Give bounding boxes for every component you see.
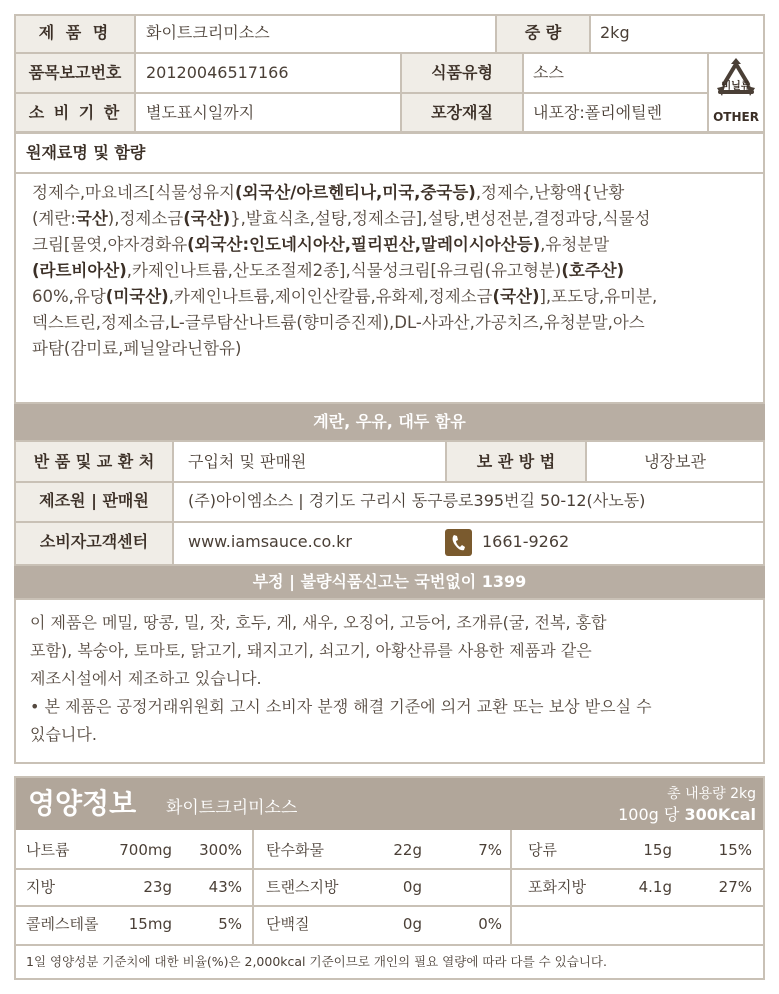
ingredient-line-7: 파탐(감미료,페닐알라닌함유) — [32, 339, 242, 358]
ingredients-header: 원재료명 및 함량 — [26, 143, 146, 162]
report-number-label: 품목보고번호 — [28, 63, 122, 82]
phone-icon — [445, 529, 472, 556]
nutrient-saturated-fat-amount: 4.1g — [638, 878, 672, 896]
product-name-label: 제 품 명 — [38, 23, 112, 42]
recycle-bottom-text: OTHER — [713, 110, 759, 124]
nutrient-fat-pct: 43% — [208, 878, 242, 896]
nutrient-protein-name: 단백질 — [266, 915, 310, 933]
ingredient-line-5: 60%,유당(미국산),카제인나트륨,제이인산칼륨,유화제,정제소금(국산)],포도당,유미분, — [32, 287, 658, 306]
nutrient-cholesterol-name: 콜레스테롤 — [26, 915, 99, 933]
nutrient-trans-fat-amount: 0g — [402, 878, 422, 896]
nutrient-saturated-fat-pct: 27% — [718, 878, 752, 896]
notice-line-5: 있습니다. — [30, 725, 97, 744]
nutrition-title: 영양정보 — [28, 787, 137, 820]
nutrient-sodium-amount: 700mg — [119, 841, 172, 859]
weight-label: 중 량 — [524, 23, 562, 42]
nutrient-carbohydrate-amount: 22g — [393, 841, 422, 859]
nutrient-sugars-name: 당류 — [528, 841, 557, 859]
nutrient-saturated-fat-name: 포화지방 — [528, 878, 586, 896]
nutrient-cholesterol-pct: 5% — [218, 915, 242, 933]
nutrient-sugars-amount: 15g — [643, 841, 672, 859]
nutrient-fat-name: 지방 — [26, 878, 55, 896]
nutrition-per-serving: 100g 당 300Kcal — [618, 805, 756, 824]
nutrient-carbohydrate-pct: 7% — [478, 841, 502, 859]
nutrient-protein-amount: 0g — [402, 915, 422, 933]
nutrient-carbohydrate-name: 탄수화물 — [266, 841, 324, 859]
maker-label: 제조원 | 판매원 — [39, 491, 149, 510]
notice-line-3: 제조시설에서 제조하고 있습니다. — [30, 669, 262, 688]
website-link[interactable]: www.iamsauce.co.kr — [188, 532, 352, 551]
nutrient-sugars-pct: 15% — [718, 841, 752, 859]
nutrition-product: 화이트크리미소스 — [166, 798, 298, 818]
nutrition-total: 총 내용량 2kg — [667, 786, 756, 802]
ingredient-line-2: (계란:국산),정제소금(국산)},발효식초,설탕,정제소금],설탕,변성전분,결정과당,식물성 — [32, 209, 651, 228]
nutrient-sodium-name: 나트륨 — [26, 841, 70, 859]
return-value: 구입처 및 판매원 — [188, 452, 307, 471]
packaging-label: 포장재질 — [431, 103, 493, 122]
nutrient-trans-fat-name: 트랜스지방 — [266, 878, 339, 896]
report-band: 부정 | 불량식품신고는 국번없이 1399 — [14, 566, 765, 598]
maker-value: (주)아이엠소스 | 경기도 구리시 동구릉로395번길 50-12(사노동) — [188, 491, 646, 510]
phone-number[interactable]: 1661-9262 — [482, 532, 570, 551]
storage-label: 보 관 방 법 — [476, 452, 556, 471]
ingredient-line-1: 정제수,마요네즈[식물성유지(외국산/아르헨티나,미국,중국등),정제수,난황액{난황 — [32, 183, 625, 202]
storage-value: 냉장보관 — [644, 452, 706, 471]
nutrient-protein-pct: 0% — [478, 915, 502, 933]
notice-line-2: 포함), 복숭아, 토마토, 닭고기, 돼지고기, 쇠고기, 아황산류를 사용한 제품과 같은 — [30, 641, 592, 660]
return-label: 반 품 및 교 환 처 — [33, 452, 155, 471]
nutrition-footnote: 1일 영양성분 기준치에 대한 비율(%)은 2,000kcal 기준이므로 개인의 필요 열량에 따라 다를 수 있습니다. — [26, 954, 607, 969]
report-number-value: 20120046517166 — [146, 63, 289, 82]
nutrient-sodium-pct: 300% — [199, 841, 242, 859]
nutrient-fat-amount: 23g — [143, 878, 172, 896]
ingredient-line-3: 크림[물엿,야자경화유(외국산:인도네시아산,필리핀산,말레이시아산등),유청분말 — [32, 235, 610, 254]
food-type-value: 소스 — [533, 63, 564, 82]
customer-center-label: 소비자고객센터 — [39, 532, 149, 551]
allergen-band: 계란, 우유, 대두 함유 — [14, 404, 765, 440]
expiry-value: 별도표시일까지 — [146, 103, 255, 122]
nutrient-cholesterol-amount: 15mg — [128, 915, 172, 933]
ingredients-text — [32, 180, 757, 362]
notice-text — [30, 609, 755, 749]
weight-value: 2kg — [600, 23, 630, 42]
packaging-value: 내포장:폴리에틸렌 — [533, 103, 663, 122]
notice-line-1: 이 제품은 메밀, 땅콩, 밀, 잣, 호두, 게, 새우, 오징어, 고등어, 조개류(굴, 전복, 홍합 — [30, 613, 607, 632]
ingredient-line-6: 덱스트린,정제소금,L-글루탐산나트륨(향미증진제),DL-사과산,가공치즈,유청분말,아스 — [32, 313, 645, 332]
ingredient-line-4: (라트비아산),카제인나트륨,산도조절제2종],식물성크림[유크림(유고형분)(호주산) — [32, 261, 625, 280]
notice-line-4: • 본 제품은 공정거래위원회 고시 소비자 분쟁 해결 기준에 의거 교환 또는 보상 받으실 수 — [30, 697, 652, 716]
recycle-mark — [709, 54, 763, 131]
product-name-value: 화이트크리미소스 — [146, 23, 270, 42]
food-type-label: 식품유형 — [431, 63, 493, 82]
recycle-top-text: 비닐류 — [721, 81, 751, 92]
expiry-label: 소 비 기 한 — [28, 103, 122, 122]
